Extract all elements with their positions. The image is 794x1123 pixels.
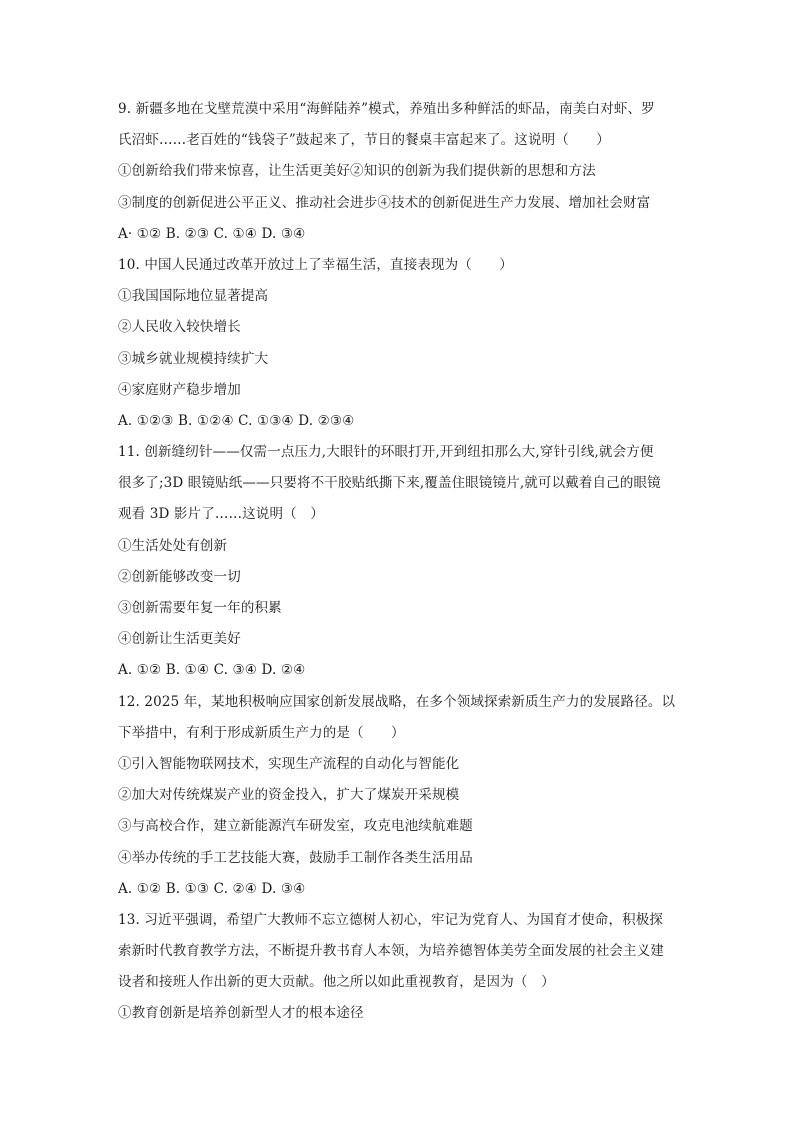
q12-statement-3: ③与高校合作，建立新能源汽车研发室，攻克电池续航难题: [118, 818, 473, 835]
q12-stem-line-1: 12. 2025 年，某地积极响应国家创新发展战略，在多个领域探索新质生产力的发展路径。以: [118, 693, 676, 710]
q13-stem-line-1: 13. 习近平强调，希望广大教师不忘立德树人初心，牢记为党育人、为国育才使命，积极探: [118, 911, 664, 928]
q11-stem-line-3: 观看 3D 影片了……这说明（ ）: [118, 506, 325, 523]
q13-stem-line-2: 索新时代教育教学方法，不断提升教书育人本领，为培养德智体美劳全面发展的社会主义建: [118, 943, 664, 960]
q9-answer-choices: A· ①② B. ②③ C. ①④ D. ③④: [118, 225, 306, 242]
q11-statement-1: ①生活处处有创新: [118, 537, 228, 554]
q10-stem-line-1: 10. 中国人民通过改革开放过上了幸福生活，直接表现为（ ）: [118, 256, 513, 273]
q11-statement-2: ②创新能够改变一切: [118, 568, 241, 585]
q10-statement-1: ①我国国际地位显著提高: [118, 288, 269, 305]
q9-stem-line-2: 氏沼虾……老百姓的“钱袋子”鼓起来了，节日的餐桌丰富起来了。这说明（ ）: [118, 132, 610, 149]
q11-statement-3: ③创新需要年复一年的积累: [118, 600, 282, 616]
q12-answer-choices: A. ①② B. ①③ C. ②④ D. ③④: [118, 880, 306, 897]
q10-answer-choices: A. ①②③ B. ①②④ C. ①③④ D. ②③④: [118, 412, 355, 429]
q10-statement-4: ④家庭财产稳步增加: [118, 381, 241, 398]
q11-stem-line-2: 很多了;3D 眼镜贴纸——只要将不干胶贴纸撕下来,覆盖住眼镜镜片,就可以戴着自己的眼镜: [118, 475, 661, 492]
q12-statement-2: ②加大对传统煤炭产业的资金投入，扩大了煤炭开采规模: [118, 787, 460, 804]
q9-stem-line-1: 9. 新疆多地在戈壁荒漠中采用“海鲜陆养”模式，养殖出多种鲜活的虾品，南美白对虾、罗: [118, 101, 655, 117]
q12-statement-4: ④举办传统的手工艺技能大赛，鼓励手工制作各类生活用品: [118, 849, 473, 866]
q12-stem-line-2: 下举措中，有利于形成新质生产力的是（ ）: [118, 724, 405, 741]
q9-statement-2: ③制度的创新促进公平正义、推动社会进步④技术的创新促进生产力发展、增加社会财富: [118, 194, 651, 211]
q10-statement-2: ②人民收入较快增长: [118, 319, 241, 336]
q9-statement-1: ①创新给我们带来惊喜，让生活更美好②知识的创新为我们提供新的思想和方法: [118, 163, 596, 180]
q12-statement-1: ①引入智能物联网技术，实现生产流程的自动化与智能化: [118, 755, 460, 772]
q11-stem-line-1: 11. 创新缝纫针——仅需一点压力,大眼针的环眼打开,开到纽扣那么大,穿针引线,就会方便: [118, 444, 654, 461]
q13-stem-line-3: 设者和接班人作出新的更大贡献。他之所以如此重视教育，是因为（ ）: [118, 974, 555, 991]
q10-statement-3: ③城乡就业规模持续扩大: [118, 350, 269, 367]
exam-page: [118, 94, 678, 1030]
q13-statement-1: ①教育创新是培养创新型人才的根本途径: [118, 1005, 364, 1022]
q11-answer-choices: A. ①② B. ①④ C. ③④ D. ②④: [118, 662, 306, 679]
q11-statement-4: ④创新让生活更美好: [118, 631, 241, 648]
